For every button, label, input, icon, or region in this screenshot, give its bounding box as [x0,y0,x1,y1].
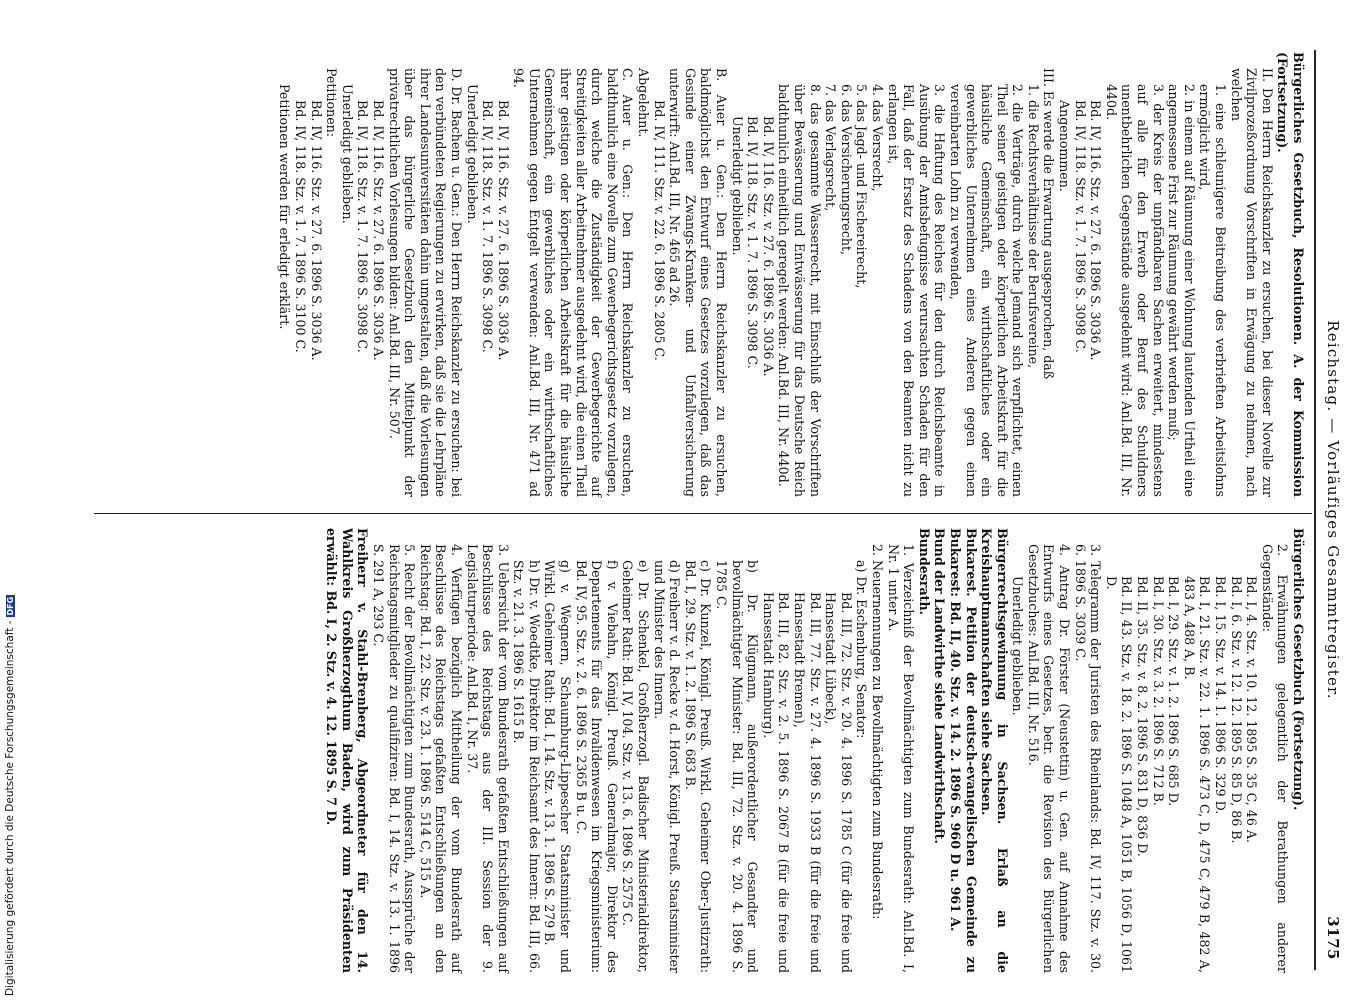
reference-line: Bd. IV, 111. Stz. v. 22. 6. 1896 S. 2805 C. [651,100,667,361]
entry-item: 5. Recht der Bevollmächtigten zum Bundesrath, Aussprüche der Reichstagsmitglieder zu qualifiziren: Bd. I, 14. Stz. v. 13. 1. 1896 S. 291 A, 293 C. [370,544,418,973]
entry-subitem: g) v. Wegnern, Schaumburg-Lippescher Staatsminister und Wirkl. Geheimer Rath: Bd. I, 14. Stz. v. 13. 1. 1896 S. 279 B. [542,560,574,973]
header-rule [1314,50,1316,970]
resolution-subitem: 1. eine schleunigere Beitreibung des verbrieften Arbeitslohns ermöglicht wird, [1197,84,1229,497]
entry-heading: Bundesrath. [916,528,932,616]
dfg-logo: DFG [6,596,15,616]
resolution-subitem: 1. die Rechtsverhältnisse der Berufsvereine, [1025,84,1041,369]
reference-line: Bd. III, 82. Stz. v. 2. 5. 1896 S. 2067 B (für die freie und Hansestadt Hamburg). [760,592,792,973]
reference-line: Bd. I, 21. Stz. v. 22. 1. 1896 S. 473 C, D, 475 C, 479 B, 482 A, 483 A, 488 A, B. [1181,576,1213,973]
reference-line: Bd. III, 72. Stz. v. 20. 4. 1896 S. 1785 C (für die freie und Hansestadt Lübeck), [823,592,854,973]
entry-heading: Bürgerliches Gesetzbuch (Fortsetzung). [1291,528,1306,811]
resolution-subitem: 4. das Versrecht, [869,84,885,192]
reference-line: Bd. I, 6. Stz. v. 12. 12. 1895 S. 85 D, 86 B. [1228,576,1244,844]
running-title: Reichstag. — Vorläufiges Gesammtregister. [1324,320,1342,700]
entry-heading: Bukarest. Petition der deutsch-evangelischen Gemeinde zu Bukarest: Bd. II, 40. Stz. v. 14. 2. 1896 S. 960 D u. 961 A. [947,528,979,973]
motion-item: B. Auer u. Gen.: Den Herrn Reichskanzler zu ersuchen, baldmöglichst den Entwurf eines Gesetzes vorzulegen, daß das Gesinde einer Zwangs-Kranken- und Unfallversicherung unterwirft: Anl.Bd. III, Nr. 465 ad 26. [667,68,730,497]
resolution-item: II. Den Herrn Reichskanzler zu ersuchen, bei dieser Novelle zur Zivilprozeßordnung Vorschriften in Erwägung zu nehmen, nach welchen [1228,68,1275,497]
entry-item: 4. Antrag Dr. Förster (Neustettin) u. Gen. auf Annahme des Entwurfs eines Gesetzes, betr. die Revision des Bürgerlichen Gesetzbuches: Anl.Bd. III, Nr. 516. [1025,544,1073,973]
entry-subitem: f) v. Viebahn, Königl. Preuß. Generalmajor, Direktor des Departements für das Invalidenwesen im Kriegsministerium: Bd. IV, 95. Stz. v. 2. 6. 1896 S. 2365 B u. C. [573,560,620,973]
outcome-line: Abgelehnt. [636,68,652,138]
resolution-subitem: 7. das Verlagsrecht, [823,84,839,212]
outcome-line: Unerledigt geblieben. [464,84,480,224]
outcome-line: Unerledigt geblieben. [339,84,355,224]
reference-line: Bd. IV, 116. Stz. v. 27. 6. 1896 S. 3036 A. [370,100,386,361]
reference-line: Bd. IV, 116. Stz. v. 27. 6. 1896 S. 3036 A. [760,116,776,377]
outcome-line: Angenommen. [1057,100,1073,192]
reference-line: Bd. I, 4. Stz. v. 10. 12. 1895 S. 35 C, 46 A. [1244,576,1260,843]
outcome-line: Petitionen werden für erledigt erklärt. [277,84,293,330]
entry-item: 2. Erwähnungen gelegentlich der Berathungen anderer Gegenstände: [1259,544,1291,973]
entry-subitem: h) Dr. v. Woedtke, Direktor im Reichsamt des Innern: Bd. III, 66. Stz. v. 21. 3. 1896 S. 1615 B. [511,560,542,973]
entry-heading: Bürgerliches Gesetzbuch, Resolutionen. A. der Kommission (Fortsetzung). [1275,52,1306,497]
reference-line: Bd. II, 35. Stz. v. 8. 2. 1896 S. 831 D, 836 D. [1135,576,1151,857]
resolution-subitem: 6. das Versicherungsrecht, [838,84,854,256]
reference-line: Bd. IV, 118. Stz. v. 1. 7. 1896 S. 3098 C. [355,100,371,353]
resolution-subitem: 2. die Verträge, durch welche Jemand sich verpflichtet, einen Theil seiner geistigen oder körperlichen Arbeitskraft für die häusliche Gemeinschaft, ein wirthschaftliches oder ein gewerbliches Unternehmen eines Anderen gegen einen vereinbarten Lohn zu verwenden, [947,84,1026,497]
entry-heading: Freiherr v. Stahl-Brenberg, Abgeordneter für den 14. Wahlkreis Großherzogthum Baden, wird zum Präsidenten erwählt: Bd. I, 2. Stz. v. 4. 12. 1895 S. 7 D. [324,528,371,973]
petitions-heading: Petitionen: [324,68,340,138]
motion-item: D. Dr. Bachem u. Gen.: Den Herrn Reichskanzler zu ersuchen: bei den verbündeten Regierungen zu erwirken, daß sie die Lehrpläne ihrer Landesuniversitäten dahin umgestalten, daß die Vorlesungen über das bürgerliche Gesetzbuch den Mittelpunkt der privatrechtlichen Vorlesungen bilden: Anl.Bd. III, Nr. 507. [386,68,464,497]
column-divider [94,513,1312,514]
entry-heading: Bund der Landwirthe siehe Landwirthschaft. [932,528,948,844]
digitization-credit [4,596,18,996]
entry-subitem: c) Dr. Kunzel, Königl. Preuß. Wirkl. Geheimer Ober-Justizrath: Bd. I, 29. Stz. v. 1. 2. 1896 S. 683 B. [682,560,714,973]
credit-text: Digitalisierung gefördert durch die Deutsche Forschungsgemeinschaft - [4,620,16,996]
reference-line: Bd. IV, 118. Stz. v. 1. 7. 1896 S. 3098 C. [745,116,761,369]
resolution-subitem: 3. die Haftung des Reiches für den durch Reichsbeamte in Ausübung der Amtsbefugnisse verursachten Schaden für den Fall, daß der Ersatz des Schadens von den Beamten nicht zu erlangen ist, [885,84,948,497]
reference-line: Bd. IV, 118. Stz. v. 1. 7. 1896 S. 3098 C. [480,100,496,353]
resolution-subitem: 8. das gesammte Wasserrecht, mit Einschluß der Vorschriften über Bewässerung und Entwässerung für das Deutsche Reich baldthunlich einheitlich geregelt werden: Anl.Bd. III, Nr. 440d. [776,84,823,497]
reference-line: Bd. IV, 116. Stz. v. 27. 6. 1896 S. 3036 A. [495,100,511,361]
outcome-line: Unerledigt geblieben. [1010,576,1026,716]
outcome-line: Unerledigt geblieben. [729,116,745,256]
reference-line: Bd. I, 30. Stz. v. 3. 2. 1896 S. 712 B. [1150,576,1166,806]
reference-line: Bd. I, 29. Stz. v. 1. 2. 1896 S. 685 D. [1166,576,1182,807]
running-header [1314,50,1342,970]
entry-item: 2. Neuernennungen zu Bevollmächtigten zum Bundesrath: [869,544,885,920]
reference-line: Bd. II, 43. Stz. v. 18. 2. 1896 S. 1048 A, 1051 B, 1056 D, 1061 D. [1103,576,1135,973]
right-column [324,528,1306,973]
reference-line: Bd. IV, 116. Stz. v. 27. 6. 1896 S. 3036 A. [1088,100,1104,361]
entry-subitem: b) Dr. Klügmann, außerordentlicher Gesandter und bevollmächtigter Minister: Bd. III, 72. Stz. v. 20. 4. 1896 S. 1785 C. [714,560,761,973]
resolution-subitem: 5. das Jagd- und Fischereirecht, [854,84,870,289]
entry-subitem: e) Dr. Schenkel, Großherzogl. Badischer Ministerialdirektor, Geheimer Rath: Bd. IV, 104. Stz. v. 13. 6. 1896 S. 2575 C. [620,560,652,973]
reference-line: Bd. IV, 118. Stz. v. 1. 7. 1896 S. 3098 C. [1072,100,1088,353]
reference-line: Bd. IV, 116. Stz. v. 27. 6. 1896 S. 3036 A. [308,100,324,361]
reference-line: Bd. III, 77. Stz. v. 27. 4. 1896 S. 1933 B (für die freie und Hansestadt Bremen), [792,592,823,973]
resolution-subitem: 2. in einem auf Räumung einer Wohnung lautenden Urtheil eine angemessene Frist zur Räumung gewährt werden muß; [1166,84,1197,497]
entry-item: 3. Uebersicht der vom Bundesrath gefaßten Entschließungen auf Beschlüsse des Reichstags aus der III. Session der 9. Legislaturperiode: Anl.Bd. I, Nr. 37. [464,544,511,973]
scanned-page [86,30,1346,990]
resolution-item: III. Es werde die Erwartung ausgesprochen, daß [1041,68,1057,380]
motion-item: C. Auer u. Gen.: Den Herrn Reichskanzler zu ersuchen, baldthunlich eine Novelle zum Gewerbegerichtsgesetz vorzulegen, durch welche die Zuständigkeit der Gewerbegerichte auf Streitigkeiten aller Arbeitnehmer ausgedehnt wird, die einen Theil ihrer geistigen oder körperlichen Arbeitskraft für die häusliche Gemeinschaft, ein gewerbliches oder ein wirthschaftliches Unternehmen gegen Entgelt verwenden: Anl.Bd. III, Nr. 471 ad 94. [511,68,636,497]
entry-item: 3. Telegramm der Juristen des Rheinlands: Bd. IV, 117. Stz. v. 30. 6. 1896 S. 3039 C. [1072,544,1104,973]
left-column [277,52,1306,497]
reference-line: Bd. I, 15. Stz. v. 14. 1. 1896 S. 329 D. [1213,576,1229,815]
entry-heading: Bürgerrechtsgewinnung in Sachsen. Erlaß an die Kreishauptmannschaften siehe Sachsen. [979,528,1010,973]
resolution-subitem: 3. der Kreis der unpfändbaren Sachen erweitert, mindestens auf alle für den Erwerb oder Beruf des Schuldners unentbehrlichen Gegenstände ausgedehnt wird: Anl.Bd. III, Nr. 440d. [1103,84,1166,497]
entry-item: 4. Verfügen bezüglich Mittheilung der vom Bundesrath auf Beschlüsse des Reichstags gefaßten Entschließungen an den Reichstag: Bd. I, 22. Stz. v. 23. 1. 1896 S. 514 C, 515 A. [417,544,464,973]
page-number: 3175 [1324,916,1342,960]
entry-subitem: a) Dr. Eschenburg, Senator: [854,560,870,739]
entry-item: 1. Verzeichniß der Bevollmächtigten zum Bundesrath: Anl.Bd. I, Nr. 1 unter A. [885,544,917,973]
entry-subitem: d) Freiherr v. d. Recke v. d. Horst, Königl. Preuß. Staatsminister und Minister des Innern. [651,560,683,973]
reference-line: Bd. IV, 118. Stz. v. 1. 7. 1896 S. 3100 C. [293,100,308,353]
